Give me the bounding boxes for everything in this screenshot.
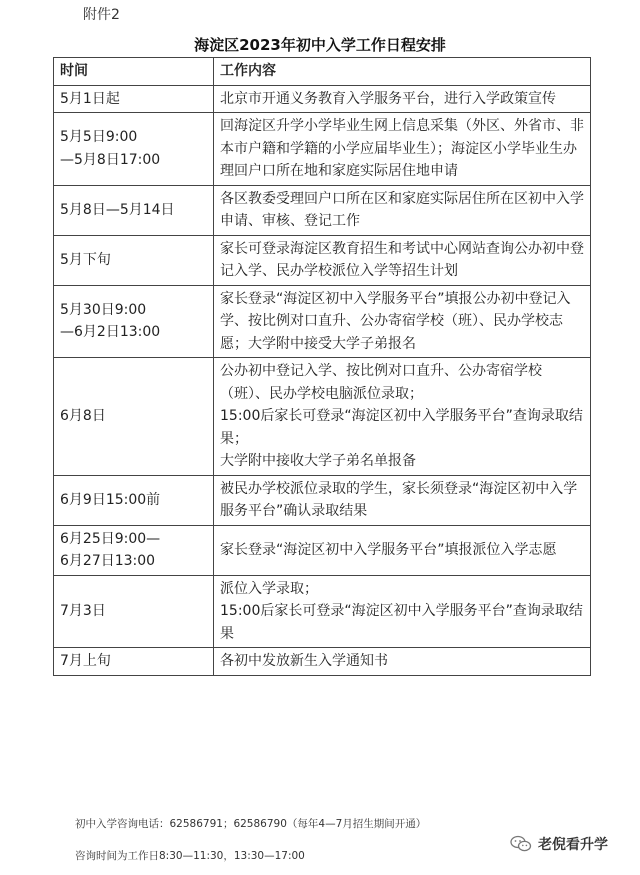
schedule-content bbox=[214, 358, 591, 476]
schedule-time: 6月9日15:00前 bbox=[54, 475, 214, 525]
content-line: 北京市开通义务教育入学服务平台，进行入学政策宣传 bbox=[220, 90, 556, 107]
watermark-text: 老倪看升学 bbox=[538, 837, 608, 853]
consult-phone-note: 初中入学咨询电话：62586791；62586790（每年4—7月招生期间开通） bbox=[75, 818, 427, 830]
content-line: 公办初中登记入学、按比例对口直升、公办寄宿学校（班）、民办学校电脑派位录取； bbox=[220, 363, 542, 402]
schedule-content bbox=[214, 648, 591, 676]
content-line: 家长登录“海淀区初中入学服务平台”填报公办初中登记入学、按比例对口直升、公办寄宿学校（班）、民办学校志愿；大学附中接受大学子弟报名 bbox=[220, 290, 571, 352]
wechat-icon bbox=[510, 835, 532, 853]
schedule-time: 6月25日9:00— 6月27日13:00 bbox=[54, 525, 214, 575]
content-line: 家长登录“海淀区初中入学服务平台”填报派位入学志愿 bbox=[220, 541, 557, 558]
schedule-time: 6月8日 bbox=[54, 358, 214, 476]
schedule-time: 5月5日9:00 —5月8日17:00 bbox=[54, 113, 214, 186]
table-row bbox=[54, 525, 591, 575]
table-row bbox=[54, 358, 591, 476]
schedule-table bbox=[53, 57, 591, 676]
document-title: 海淀区2023年初中入学工作日程安排 bbox=[194, 36, 446, 54]
schedule-time: 7月3日 bbox=[54, 575, 214, 648]
schedule-content bbox=[214, 113, 591, 186]
table-row bbox=[54, 648, 591, 676]
table-row bbox=[54, 575, 591, 648]
content-line: 各区教委受理回户口所在区和家庭实际居住所在区初中入学申请、审核、登记工作 bbox=[220, 190, 584, 229]
header-time: 时间 bbox=[54, 58, 214, 86]
schedule-content bbox=[214, 285, 591, 358]
schedule-time: 5月8日—5月14日 bbox=[54, 185, 214, 235]
content-line: 派位入学录取； bbox=[220, 580, 318, 597]
schedule-content bbox=[214, 235, 591, 285]
table-row bbox=[54, 285, 591, 358]
schedule-content bbox=[214, 575, 591, 648]
table-row bbox=[54, 185, 591, 235]
content-line: 回海淀区升学小学毕业生网上信息采集（外区、外省市、非本市户籍和学籍的小学应届毕业生）；海淀区小学毕业生办理回户口所在地和家庭实际居住地申请 bbox=[220, 118, 584, 179]
content-line: 被民办学校派位录取的学生，家长须登录“海淀区初中入学服务平台”确认录取结果 bbox=[220, 480, 578, 519]
schedule-content bbox=[214, 185, 591, 235]
schedule-content bbox=[214, 525, 591, 575]
schedule-content bbox=[214, 475, 591, 525]
content-line: 15:00后家长可登录“海淀区初中入学服务平台”查询录取结果； bbox=[220, 408, 583, 447]
table-row bbox=[54, 475, 591, 525]
schedule-content bbox=[214, 85, 591, 113]
attachment-label: 附件2 bbox=[83, 7, 120, 23]
schedule-time: 7月上旬 bbox=[54, 648, 214, 676]
content-line: 15:00后家长可登录“海淀区初中入学服务平台”查询录取结果 bbox=[220, 603, 583, 642]
table-header-row bbox=[54, 58, 591, 86]
consult-hours-note: 咨询时间为工作日8:30—11:30，13:30—17:00 bbox=[75, 850, 305, 862]
table-row bbox=[54, 113, 591, 186]
table-row bbox=[54, 85, 591, 113]
content-line: 家长可登录海淀区教育招生和考试中心网站查询公办初中登记入学、民办学校派位入学等招生计划 bbox=[220, 240, 584, 279]
schedule-time: 5月30日9:00 —6月2日13:00 bbox=[54, 285, 214, 358]
schedule-time: 5月下旬 bbox=[54, 235, 214, 285]
content-line: 各初中发放新生入学通知书 bbox=[220, 653, 388, 669]
schedule-time: 5月1日起 bbox=[54, 85, 214, 113]
watermark bbox=[510, 834, 608, 854]
content-line: 大学附中接收大学子弟名单报备 bbox=[220, 453, 416, 469]
table-row bbox=[54, 235, 591, 285]
header-content: 工作内容 bbox=[214, 58, 591, 86]
